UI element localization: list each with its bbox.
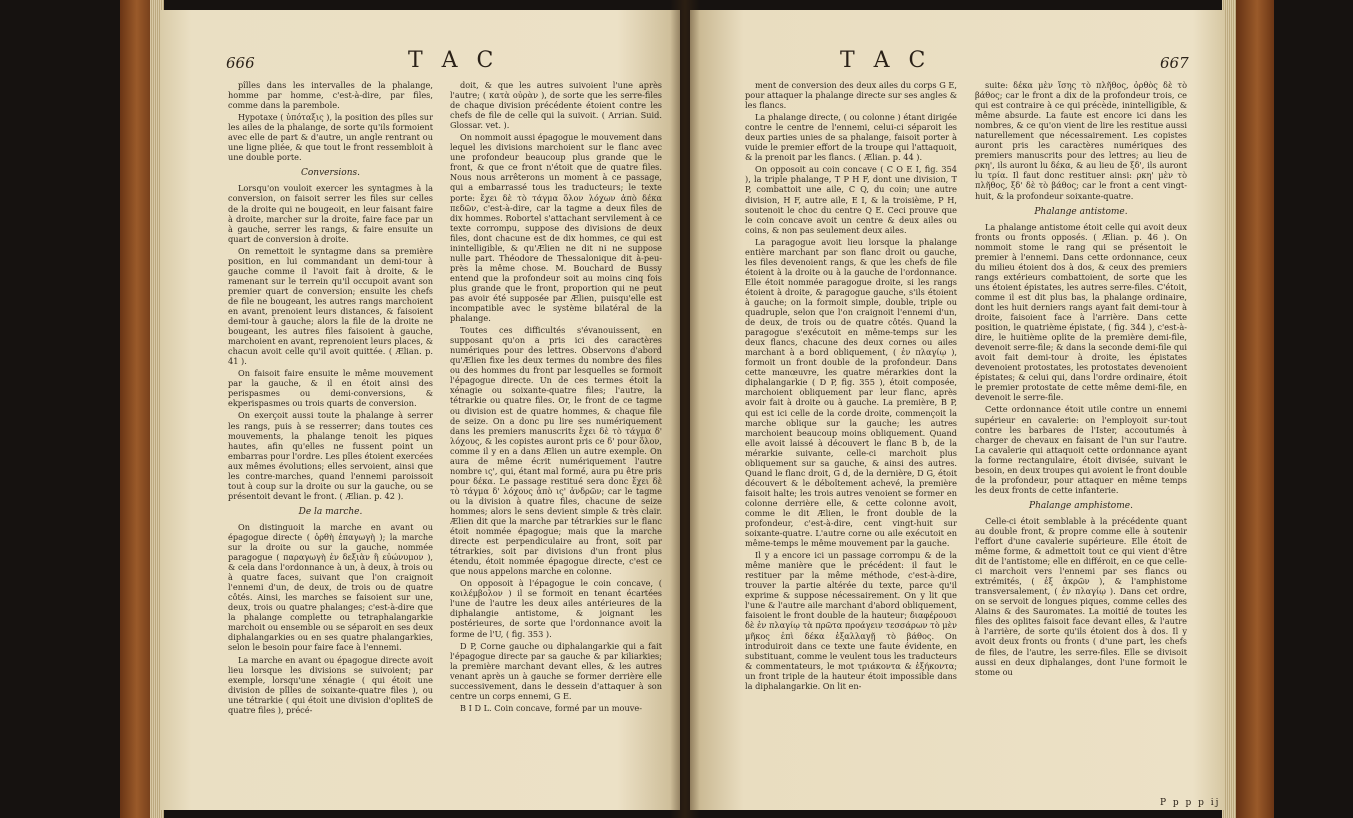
section-heading: De la marche.: [298, 506, 363, 517]
body-paragraph: Lorsqu'on vouloit exercer les syntagmes à la conversion, on faisoit serrer les files sur celles de la droite qui ne bougeoit, en leur faisant faire à droite, marcher sur la droite, faire face par un à gauche, serrer les rangs, & faire ensuite un quart de conversion à droite.: [228, 183, 433, 244]
body-paragraph: On remettoit le syntagme dans sa première position, en lui commandant un demi-tour à gauche comme il l'avoit fait à droite, & le ramenant sur le terrein qu'il occupoit avant son premier quart de conversion; ensuite les chefs de file ne bougeant, les autres rangs marchoient en avant, prenoient leurs distances, & faisoient demi-tour à gauche; alors la file de la droite ne bougeant, les autres files faisoient à gauche, marchoient en avant, reprenoient leurs places, & chacun avoit celle qu'il avoit quittée. ( Ælian. p. 41 ).: [228, 245, 433, 367]
body-paragraph: Cette ordonnance étoit utile contre un ennemi supérieur en cavalerie: on l'employoit sur-tout contre les barbares de l'Ister, accoutumés à charger de chevaux en faisant de l'un sur l'autre. La cavalerie qui attaquoit cette ordonnance ayant la forme rectangulaire, étoit divisée, suivant le besoin, en deux troupes qui avoient le front double de la profondeur, pour attaquer en même temps les deux fronts de cette infanterie.: [975, 404, 1187, 495]
body-paragraph: Toutes ces difficultés s'évanouissent, en supposant qu'on a pris ici des caractères numériques pour des lettres. Observons d'abord qu'Ælien fixe les deux termes du nombre des files ou des hommes du front par lesquelles se formoit l'épagogue directe. Un de ces termes étoit la xénagie ou soixante-quatre files; l'autre, la tétrarkie ou quatre files. Or, le front de ce tagme ou division est de quatre hommes, & chaque file de seize. On a donc pu lire ses numériquement dans les premiers manuscrits ἔχει δὲ τὸ τάγμα δ' λόχους, & les copistes auront pris ce δ' pour ὅλον, comme il y en a dans Ælien un autre exemple. On aura de même écrit numériquement l'autre nombre ις', qui, étant mal formé, aura pu être pris pour δέκα. Le passage restitué sera donc ἔχει δὲ τὸ τάγμα δ' λόχους ἀπὸ ις' ἀνδρῶν; car le tagme ou la division à quatre files, chacune de seize hommes; alors le sens devient simple & très clair. Ælien dit que la marche par tétrarkies sur le flanc étoit nommée épagogue; mais que la marche directe est perpendiculaire au front, soit par tétrarkies, soit par divisions d'un front plus étendu, étoit nommée épagogue directe, c'est ce que nous appelons marche en colonne.: [450, 325, 662, 577]
body-paragraph: suite: δέκα μὲν ἴσης τὸ πλῆθος, ὀρθὸς δὲ τὸ βάθος; car le front a dix de la profondeur trois, ce qui est contraire à ce qui précède, inintelligible, & même absurde. La faute est encore ici dans les nombres, & ce qu'on vient de lire les restitue aussi naturellement que nécessairement. Les copistes auront pris les caractères numériques des premiers manuscrits pour des lettres; au lieu de ρκη', ils auront lu δέκα, & au lieu de ξδ', ils auront lu τρία. Il faut donc restituer ainsi: ρκη' μὲν τὸ πλῆθος, ξδ' δὲ τὸ βάθος; car le front a cent vingt-huit, & la profondeur soixante-quatre.: [975, 80, 1187, 201]
section-heading: Phalange antistome.: [1034, 206, 1128, 217]
right-cover-edge: [1232, 0, 1274, 818]
body-paragraph: On distinguoit la marche en avant ou épagogue directe ( ὀρθὴ ἐπαγωγὴ ); la marche sur la droite ou sur la gauche, nommée paragogue ( παραγωγὴ ἐν δεξιὰν ἢ εὐώνυμον ), & cela dans l'ordonnance à un, à deux, à trois ou à quatre faces, suivant que l'on craignoit l'ennemi d'un, de deux, de trois ou de quatre côtés. Ainsi, les marches se faisoient sur une, deux, trois ou quatre phalanges; c'est-à-dire que la phalange complette ou tetraphalangarkie marchoit ou ensemble ou se séparoit en ses deux diphalangarkies ou en ses quatre phalangarkies, selon le besoin pour faire face à l'ennemi.: [228, 521, 433, 653]
right-running-head: T A C: [840, 48, 932, 73]
left-column-a: [228, 80, 433, 800]
left-page: [160, 10, 680, 810]
body-paragraph: B I D L. Coin concave, formé par un mouve-: [460, 702, 642, 713]
left-page-number: 666: [226, 54, 255, 72]
body-paragraph: On faisoit faire ensuite le même mouvement par la gauche, & il en étoit ainsi des perispasmes ou demi-conversions, & ekperispasmes ou trois quarts de conversion.: [228, 368, 433, 409]
body-paragraph: On exerçoit aussi toute la phalange à serrer les rangs, puis à se resserrer; dans toutes ces mouvements, la phalange tenoit les piques hautes, afin qu'elles ne fussent point un embarras pour l'ordre. Les pîles étoient exercées aux mêmes évolutions; elles servoient, ainsi que les contre-marches, quand l'ennemi paroissoit tout à coup sur la droite ou sur la gauche, ou se présentoit devant le front. ( Ælian. p. 42 ).: [228, 410, 433, 501]
right-page-number: 667: [1160, 54, 1189, 72]
body-paragraph: La marche en avant ou épagogue directe avoit lieu lorsque les divisions se suivoient; par exemple, lorsqu'une xénagie ( qui étoit une division de pîlles de soixante-quatre files ), ou une tétrarkie ( qui étoit une division d'opliteS de quatre files ), précé-: [228, 654, 433, 715]
body-paragraph: D P, Corne gauche ou diphalangarkie qui a fait l'épagogue directe par sa gauche & par kiliarkies; la première marchant devant elles, & les autres venant après un à gauche se former derrière elle successivement, dans le dessein d'attaquer à son centre un corps ennemi, G E.: [450, 640, 662, 701]
body-paragraph: On nommoit aussi épagogue le mouvement dans lequel les divisions marchoient sur le flanc avec une profondeur beaucoup plus grande que le front, & que ce front n'étoit que de quatre files. Nous nous arrêterons un moment à ce passage, qui a embarrassé tous les traducteurs; le texte porte: ἔχει δὲ τὸ τάγμα ὅλον λόχων ἀπὸ δέκα πεδῶν, c'est-à-dire, car la tagme a deux files de dix hommes. Robortel s'attachant servilement à ce texte corrompu, suppose des divisions de deux files, dont chacune est de dix hommes, ce qui est inintelligible, & qu'Ælien ne dit ni ne suppose nulle part. Théodore de Thessalonique dit à-peu-près la même chose. M. Bouchard de Bussy entend que la profondeur soit au moins cinq fois plus grande que le front, proportion qui ne peut pas avoir été supposée par Ælien, puisqu'elle est incompatible avec le système bilatéral de la phalange.: [450, 132, 662, 324]
body-paragraph: La phalange antistome étoit celle qui avoit deux fronts ou fronts opposés. ( Ælian. p. 46 ). On nommoit stome le rang qui se présentoit le premier à l'ennemi. Dans cette ordonnance, ceux du milieu étoient dos à dos, & ceux des premiers rangs extérieurs combattoient, de sorte que les uns étoient épistates, les autres serre-files. C'étoit, comme il est dit plus bas, la phalange ordinaire, dont les huit derniers rangs ayant fait demi-tour à droite, faisoient face à l'arrière. Dans cette position, le quatrième épistate, ( fig. 344 ), c'est-à-dire, le huitième oplite de la première demi-file, devenoit serre-file; & dans la seconde demi-file qui avoit fait demi-tour à droite, les épistates devenoient protostates, les protostates devenoient épistates; & celui qui, dans l'ordre ordinaire, étoit le premier protostate de cette même demi-file, en devenoit le serre-file.: [975, 221, 1187, 403]
body-paragraph: On opposoit à l'épagogue le coin concave, ( κοιλέμβολον ) il se formoit en tenant écartées l'une de l'autre les deux ailes antérieures de la diphalangie antistome, & joignant les postérieures, de sorte que l'ordonnance avoit la forme de l'U, ( fig. 353 ).: [450, 578, 662, 639]
left-column-b: [450, 80, 662, 800]
section-heading: Phalange amphistome.: [1029, 500, 1133, 511]
body-paragraph: La paragogue avoit lieu lorsque la phalange entière marchant par son flanc droit ou gauche, les files devenoient rangs, & que les chefs de file étoient à la droite ou à la gauche de l'ordonnance. Elle étoit nommée paragogue droite, si les rangs étoient à droite, & paragogue gauche, s'ils étoient à gauche; on la formoit simple, double, triple ou quadruple, selon que l'on craignoit l'ennemi d'un, de deux, de trois ou de quatre côtés. Quand la paragogue s'exécutoit en même-temps sur les deux flancs, chacune des deux cornes ou ailes marchant à a bord obliquement, ( ἐν πλαγίῳ ), formoit un front double de la profondeur. Dans cette manœuvre, les quatre mérarkies dont la diphalangarkie ( D P, fig. 355 ), étoit composée, marchoient obliquement par leur flanc, après avoir fait à droite ou à gauche. La première, B P, qui est ici celle de la corde droite, commençoit la marche oblique sur la gauche; les autres marchoient beaucoup moins obliquement. Quand elle avoit laissé à découvert le flanc B b, de la mérarkie suivante, celle-ci marchoit plus obliquement sur sa gauche, & ainsi des autres. Quand le flanc droit, G d, de la dernière, D G, étoit découvert & le déboîtement achevé, la première faisoit halte; les trois autres venoient se former en colonne derrière elle, & cette colonne avoit, comme le dit Ælien, le front double de la profondeur, c'est-à-dire, cent vingt-huit sur soixante-quatre. L'autre corne ou aile exécutoit en même-temps le même mouvement par la gauche.: [745, 236, 957, 549]
body-paragraph: La phalange directe, ( ou colonne ) étant dirigée contre le centre de l'ennemi, celui-ci séparoit les deux parties unies de sa phalange, faisoit porter à vuide le premier effort de la troupe qui l'attaquoit, & la prenoit par les flancs. ( Ælian. p. 44 ).: [745, 112, 957, 163]
right-column-b: [975, 80, 1187, 800]
body-paragraph: Il y a encore ici un passage corrompu & de la même manière que le précédent: il faut le restituer par la même méthode, c'est-à-dire, trouver la partie altérée du texte, parce qu'il exprime & suppose nécessairement. On y lit que l'une & l'autre aile marchant d'abord obliquement, faisoient le front double de la hauteur; διαφέρουσι δὲ ἐν πλαγίῳ τὰ πρῶτα προάγειν τεσσάρων τὸ μὲν μῆκος ἐπὶ δέκα ἑξαλλαγῇ τὸ βάθος. On introduiroit dans ce texte une faute évidente, en substituant, comme le veulent tous les traducteurs & commentateurs, le mot τριάκοντα & ἑξήκοντα; un front triple de la hauteur étoit impossible dans la diphalangarkie. On lit en-: [745, 550, 957, 691]
body-paragraph: Celle-ci étoit semblable à la précédente quant au double front, & propre comme elle à soutenir l'effort d'une cavalerie supérieure. Elle étoit de même forme, & admettoit tout ce qui vient d'être dit de l'antistome; elle en différoit, en ce que celle-ci marchoit vers l'ennemi par ses flancs ou extrémités, ( ἐξ ἀκρῶν ), & l'amphistome transversalement, ( ἐν πλαγίῳ ). Dans cet ordre, on se servoit de longues piques, comme celles des Alains & des Sauromates. La moitié de toutes les files des oplites faisoit face devant elles, & l'autre à l'arrière, de sorte qu'ils étoient dos à dos. Il y avoit deux fronts ou fronts ( d'une part, les chefs de files, de l'autre, les serre-files. Elle se divisoit aussi en deux diphalanges, dont l'une formoit le stome ou: [975, 515, 1187, 677]
body-paragraph: ment de conversion des deux ailes du corps G E, pour attaquer la phalange directe sur ses angles & les flancs.: [745, 80, 957, 111]
signature-mark: P p p p ij: [1160, 798, 1221, 808]
right-column-a: [745, 80, 957, 800]
body-paragraph: On opposoit au coin concave ( C O E I, fig. 354 ), la triple phalange, T P H F, dont une division, T P, combattoit une aile, C Q, du coin; une autre division, H F, autre aile, E I, & la troisième, P H, soutenoit le choc du centre Q E. Ceci prouve que le coin concave avoit un centre & deux ailes ou coins, & non pas seulement deux ailes.: [745, 164, 957, 235]
section-heading: Conversions.: [300, 168, 360, 179]
book-gutter: [670, 0, 700, 818]
body-paragraph: doit, & que les autres suivoient l'une après l'autre; ( κατὰ οὐρὰν ), de sorte que les serre-files de chaque division précédente étoient contre les chefs de file de celle qui la suivoit. ( Arrian. Suid. Glossar. vet. ).: [450, 80, 662, 131]
body-paragraph: pîlles dans les intervalles de la phalange, homme par homme, c'est-à-dire, par files, comme dans la parembole.: [228, 80, 433, 111]
body-paragraph: Hypotaxe ( ὑπόταξις ), la position des pîles sur les ailes de la phalange, de sorte qu'ils formoient avec elle de part & d'autre, un angle rentrant ou une ligne pliée, & que tout le front ressembloit à une double porte.: [228, 112, 433, 163]
right-page: [690, 10, 1225, 810]
left-running-head: T A C: [408, 48, 500, 73]
